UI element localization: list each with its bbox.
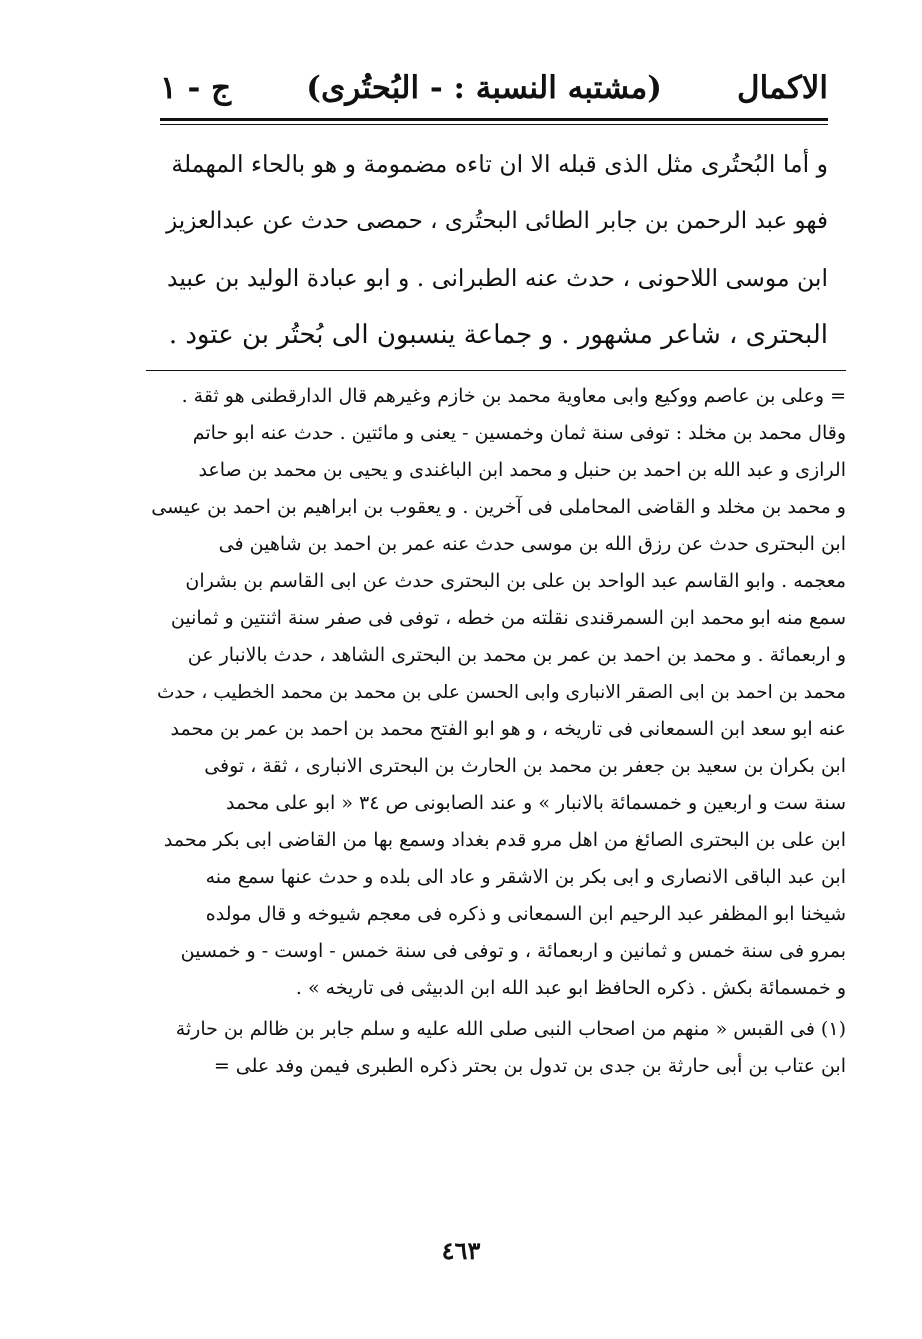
note-line: معجمه . وابو القاسم عبد الواحد بن على بن البحترى حدث عن ابى القاسم بن بشران (185, 570, 846, 592)
note-line: سنة ست و اربعين و خمسمائة بالانبار » و عند الصابونى ص ٣٤ « ابو على محمد (225, 792, 846, 814)
page-number: ٤٦٣ (441, 1236, 481, 1265)
main-line: ابن موسى اللاحونى ، حدث عنه الطبرانى . و ابو عبادة الوليد بن عبيد (166, 264, 828, 292)
note-line: ابن عبد الباقى الانصارى و ابى بكر بن الاشقر و عاد الى بلده و حدث عنها سمع منه (205, 866, 846, 888)
note-line: بمرو فى سنة خمس و ثمانين و اربعمائة ، و توفى فى سنة خمس - اوست - و خمسين (180, 940, 846, 962)
note-line: سمع منه ابو محمد ابن السمرقندى نقلته من خطه ، توفى فى صفر سنة اثنتين و ثمانين (170, 607, 846, 629)
note-line: و خمسمائة بكش . ذكره الحافظ ابو عبد الله ابن الدبيثى فى تاريخه » . (295, 977, 846, 999)
note-line: ابن بكران بن سعيد بن جعفر بن محمد بن الحارث بن البحترى الانبارى ، ثقة ، توفى (204, 755, 846, 777)
note-line: محمد بن احمد بن ابى الصقر الانبارى وابى الحسن على بن محمد بن محمد الخطيب ، حدث (156, 682, 846, 703)
footnote-separator (146, 370, 846, 371)
note-line: = وعلى بن عاصم ووكيع وابى معاوية محمد بن خازم وغيرهم قال الدارقطنى هو ثقة . (181, 385, 846, 407)
footnote-line: ابن عتاب بن أبى حارثة بن جدى بن تدول بن بحتر ذكره الطبرى فيمن وفد على = (213, 1055, 846, 1077)
footnotes-block (146, 378, 846, 1085)
note-line: عنه ابو سعد ابن السمعانى فى تاريخه ، و هو ابو الفتح محمد بن احمد بن عمر بن محمد (170, 718, 846, 740)
note-line: الرازى و عبد الله بن احمد بن حنبل و محمد ابن الباغندى و يحيى بن محمد بن صاعد (198, 459, 846, 481)
book-title: الاكمال (737, 70, 828, 106)
main-line: البحترى ، شاعر مشهور . و جماعة ينسبون الى بُحتُر بن عتود . (168, 320, 828, 350)
main-line: فهو عبد الرحمن بن جابر الطائى البحتُرى ، حمصى حدث عن عبدالعزيز (166, 208, 828, 234)
main-line: و أما البُحتُرى مثل الذى قبله الا ان تاءه مضمومة و هو بالحاء المهملة (171, 150, 828, 178)
footnote-line: (١) فى القبس « منهم من اصحاب النبى صلى الله عليه و سلم جابر بن ظالم بن حارثة (175, 1018, 846, 1040)
volume-number: ج - ١ (160, 70, 232, 106)
note-line: ابن على بن البحترى الصائغ من اهل مرو قدم بغداد وسمع بها من القاضى ابى بكر محمد (163, 829, 846, 851)
note-line: وقال محمد بن مخلد : توفى سنة ثمان وخمسين - يعنى و مائتين . حدث عنه ابو حاتم (192, 422, 846, 444)
section-topic: (مشتبه النسبة : - البُحتُرى) (306, 70, 662, 106)
note-line: و محمد بن مخلد و القاضى المحاملى فى آخرين . و يعقوب بن ابراهيم بن احمد بن عيسى (151, 496, 846, 518)
header-rule-thick (160, 118, 828, 121)
note-line: و اربعمائة . و محمد بن احمد بن عمر بن محمد بن البحترى الشاهد ، حدث بالانبار عن (187, 644, 846, 666)
note-line: شيخنا ابو المظفر عبد الرحيم ابن السمعانى و ذكره فى معجم شيوخه و قال مولده (205, 903, 846, 925)
running-header (160, 62, 828, 114)
note-line: ابن البحترى حدث عن رزق الله بن موسى حدث عنه عمر بن احمد بن شاهين فى (218, 533, 846, 555)
header-rule-thin (160, 124, 828, 125)
main-text (160, 136, 828, 364)
